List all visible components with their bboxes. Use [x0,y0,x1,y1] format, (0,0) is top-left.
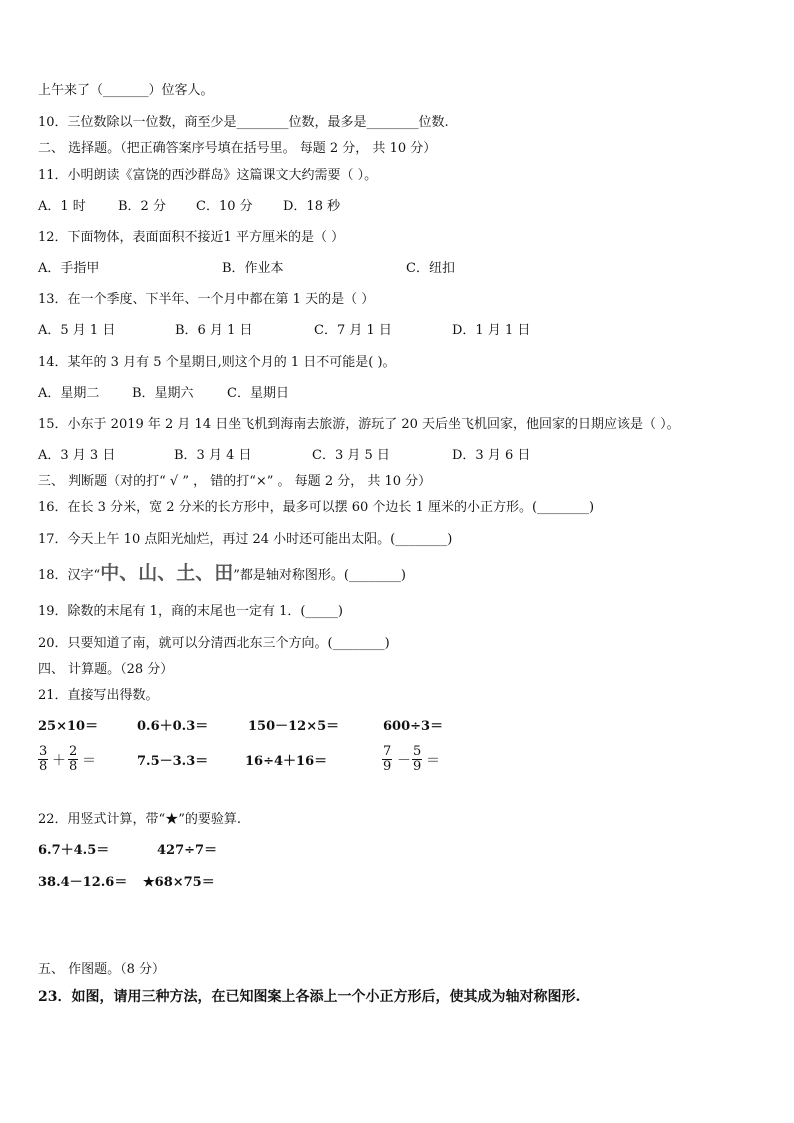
q15-option-a: A．3 月 3 日 [38,448,116,463]
q11-option-b: B．2 分 [118,199,166,214]
question-12: 12．下面物体，表面面积不接近1 平方厘米的是（ ） [38,230,345,245]
q21-expr-3: 150－12×5＝ [248,719,340,734]
section-4-heading: 四、 计算题。（28 分） [38,662,174,677]
question-21: 21．直接写出得数。 [38,688,159,703]
q11-option-d: D．18 秒 [283,199,341,214]
q12-option-a: A．手指甲 [38,261,100,276]
q12-option-b: B．作业本 [222,261,284,276]
q21-fraction-7-9 [382,745,392,774]
q14-option-c: C．星期日 [227,386,289,401]
section-2-heading: 二、 选择题。（把正确答案序号填在括号里。 每题 2 分， 共 10 分） [38,141,437,156]
q22-expr-1: 6.7＋4.5＝ [38,843,110,858]
plus-sign: ＋ [52,753,66,769]
q22-expr-3: 38.4－12.6＝ [38,875,128,890]
q14-option-b: B．星期六 [132,386,194,401]
numerator: 5 [413,744,422,759]
question-13: 13．在一个季度、下半年、一个月中都在第 1 天的是（ ） [38,292,375,307]
question-20: 20．只要知道了南，就可以分清西北东三个方向。(________) [38,636,390,651]
q21-fraction-5-9 [412,745,422,774]
q14-option-a: A．星期二 [38,386,100,401]
question-16: 16．在长 3 分米，宽 2 分米的长方形中，最多可以摆 60 个边长 1 厘米的小正方形。(________) [38,500,595,515]
q22-expr-2: 427÷7＝ [157,843,218,858]
question-19: 19．除数的末尾有 1，商的末尾也一定有 1．(_____) [38,604,343,619]
question-15: 15．小东于 2019 年 2 月 14 日坐飞机到海南去旅游，游玩了 20 天后坐飞机回家，他回家的日期应该是（ ）。 [38,417,680,432]
denominator: 8 [69,759,78,774]
equals-sign: ＝ [426,753,440,769]
q21-expr-7: 16÷4＋16＝ [245,754,328,769]
numerator: 2 [69,744,78,759]
q11-option-c: C．10 分 [196,199,253,214]
question-17: 17．今天上午 10 点阳光灿烂，再过 24 小时还可能出太阳。(________) [38,532,453,547]
numerator: 3 [39,744,48,759]
q9-tail: 上午来了（_______）位客人。 [38,83,214,98]
question-14: 14．某年的 3 月有 5 个星期日,则这个月的 1 日不可能是( )。 [38,355,396,370]
q15-option-c: C．3 月 5 日 [312,448,390,463]
question-23: 23．如图，请用三种方法，在已知图案上各添上一个小正方形后，使其成为轴对称图形. [38,989,581,1005]
q13-option-c: C．7 月 1 日 [314,323,392,338]
denominator: 8 [39,759,48,774]
q18-hanzi: 中、山、土、田 [100,562,234,584]
numerator: 7 [383,744,392,759]
question-18 [38,564,406,585]
q15-option-d: D．3 月 6 日 [452,448,531,463]
q22-expr-4: ★68×75＝ [143,875,215,890]
denominator: 9 [413,759,422,774]
q21-expr-4: 600÷3＝ [383,719,444,734]
q21-fraction-3-8 [38,745,48,774]
q15-option-b: B．3 月 4 日 [174,448,252,463]
equals-sign: ＝ [82,753,96,769]
question-22: 22．用竖式计算，带“★”的要验算. [38,812,241,827]
q21-fraction-2-8 [68,745,78,774]
q18-suffix: ”都是轴对称图形。(________) [233,568,407,583]
q21-expr-2: 0.6＋0.3＝ [137,719,209,734]
q13-option-b: B．6 月 1 日 [175,323,253,338]
question-11: 11．小明朗读《富饶的西沙群岛》这篇课文大约需要（ ）。 [38,168,378,183]
q18-prefix: 18．汉字“ [38,568,101,583]
q13-option-d: D．1 月 1 日 [452,323,531,338]
q13-option-a: A．5 月 1 日 [38,323,116,338]
q11-option-a: A．1 时 [38,199,86,214]
section-3-heading: 三、 判断题（对的打“ √ ” ， 错的打“×” 。 每题 2 分， 共 10 分） [38,474,432,489]
section-5-heading: 五、 作图题。（8 分） [38,962,166,977]
minus-sign: － [397,753,411,769]
q21-expr-6: 7.5－3.3＝ [137,754,209,769]
denominator: 9 [383,759,392,774]
q12-option-c: C．纽扣 [406,261,455,276]
question-10: 10．三位数除以一位数，商至少是________位数，最多是________位数. [38,115,449,130]
q21-expr-1: 25×10＝ [38,719,99,734]
